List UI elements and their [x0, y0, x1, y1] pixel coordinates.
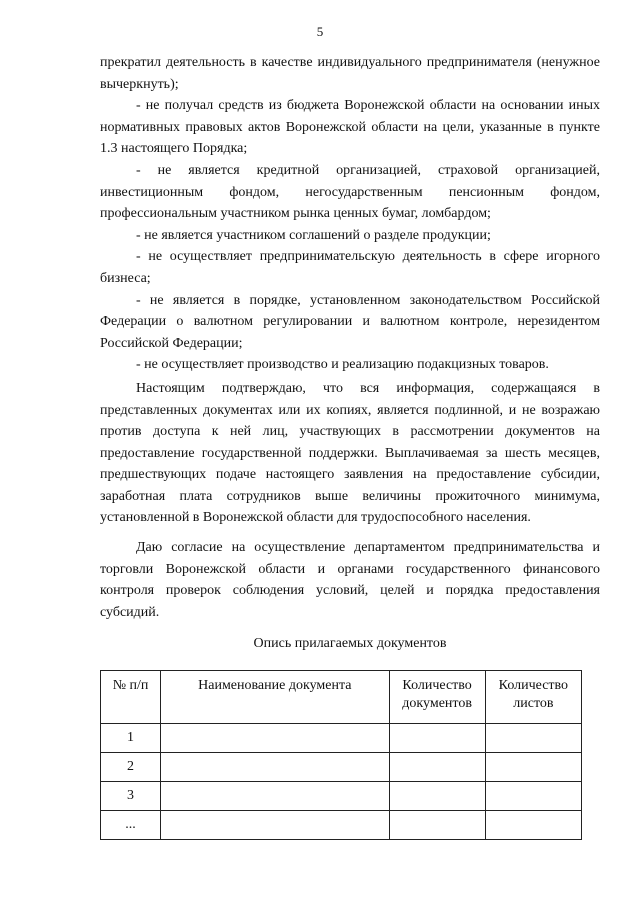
cell-document-count: [389, 753, 485, 782]
table-row: [101, 753, 582, 782]
table-row: [101, 811, 582, 840]
table-header-row: [101, 671, 582, 724]
document-body: [100, 52, 600, 623]
cell-document-count: [389, 782, 485, 811]
header-document-name: Наименование документа: [161, 671, 389, 724]
cell-document-name: [161, 753, 389, 782]
cell-document-name: [161, 782, 389, 811]
paragraph: прекратил деятельность в качестве индивидуального предпринимателя (ненужное вычеркнуть);: [100, 55, 600, 92]
paragraph: - не является участником соглашений о разделе продукции;: [136, 227, 491, 243]
table-title: Опись прилагаемых документов: [253, 636, 447, 651]
page-number: 5: [316, 24, 324, 39]
cell-document-count: [389, 724, 485, 753]
cell-sheet-count: [485, 724, 581, 753]
cell-number: 3: [101, 782, 161, 811]
paragraph: - не осуществляет предпринимательскую деятельность в сфере игорного бизнеса;: [100, 249, 600, 286]
cell-sheet-count: [485, 782, 581, 811]
header-number: № п/п: [101, 671, 161, 724]
cell-number: 2: [101, 753, 161, 782]
table-row: [101, 782, 582, 811]
paragraph: - не является кредитной организацией, страховой организацией, инвестиционным фондом, негосударственным пенсионным фондом, профессиональным участником рынка ценных бумаг, ломбардом;: [100, 162, 600, 222]
paragraph: - не получал средств из бюджета Воронежской области на основании иных нормативных правовых актов Воронежской области на цели, указанные в пункте 1.3 настоящего Порядка;: [100, 98, 600, 157]
paragraph: - не осуществляет производство и реализацию подакцизных товаров.: [136, 357, 549, 373]
paragraph: Настоящим подтверждаю, что вся информация, содержащаяся в представленных документах или их копиях, является подлинной, и не возражаю против доступа к ней лиц, участвующих в рассмотрении документов на предоставление государственной поддержки. Выплачиваемая за шесть месяцев, предшествующих подаче настоящего заявления на предоставление субсидии, заработная плата сотрудников выше величины прожиточного минимума, установленной в Воронежской области для трудоспособного населения.: [100, 380, 600, 526]
paragraph: - не является в порядке, установленном законодательством Российской Федерации о валютном регулировании и валютном контроле, нерезидентом Российской Федерации;: [100, 292, 600, 351]
header-document-count: Количество документов: [389, 671, 485, 724]
cell-document-name: [161, 724, 389, 753]
cell-document-count: [389, 811, 485, 840]
documents-table: [100, 670, 582, 840]
table-row: [101, 724, 582, 753]
cell-document-name: [161, 811, 389, 840]
cell-sheet-count: [485, 811, 581, 840]
paragraph: Даю согласие на осуществление департаментом предпринимательства и торговли Воронежской области и органами государственного финансового контроля проверок соблюдения условий, целей и порядка предоставления субсидий.: [100, 540, 600, 620]
cell-number: ...: [101, 811, 161, 840]
cell-sheet-count: [485, 753, 581, 782]
header-sheet-count: Количество листов: [485, 671, 581, 724]
cell-number: 1: [101, 724, 161, 753]
